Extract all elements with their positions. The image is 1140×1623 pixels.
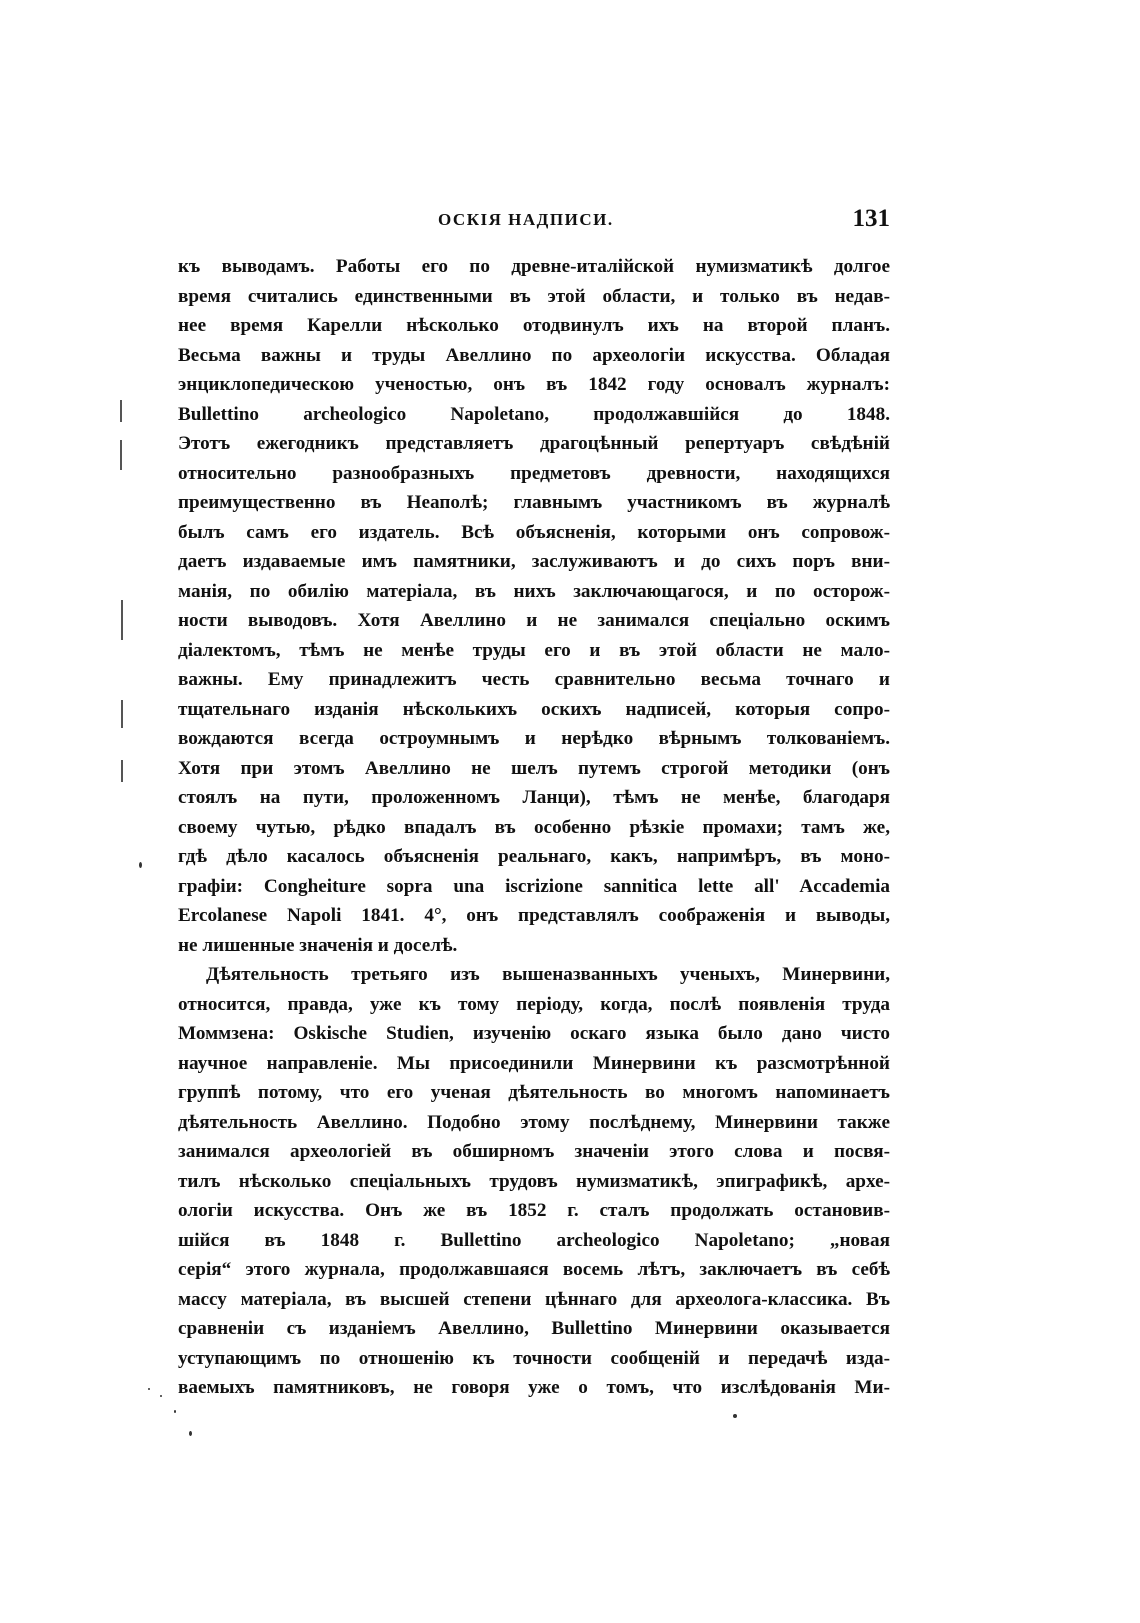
scan-artifact bbox=[121, 600, 123, 640]
text-line: время считались единственными въ этой области, и только въ недав- bbox=[178, 285, 890, 307]
text-line: уступающимъ по отношенію къ точности сообщеній и передачѣ изда- bbox=[178, 1347, 890, 1369]
text-line: сравненіи съ изданіемъ Авеллино, Bullettino Минервини оказывается bbox=[178, 1318, 890, 1339]
text-line: группѣ потому, что его ученая дѣятельность во многомъ напоминаетъ bbox=[178, 1082, 890, 1103]
text-line: нее время Карелли нѣсколько отодвинулъ ихъ на второй планъ. bbox=[178, 315, 890, 336]
paragraph-1 bbox=[178, 252, 890, 960]
scan-artifact bbox=[733, 1414, 737, 1418]
text-line: массу матеріала, въ высшей степени цѣннаго для археолога-классика. Въ bbox=[178, 1288, 890, 1310]
text-line: не лишенные значенія и доселѣ. bbox=[178, 934, 458, 956]
text-line: шійся въ 1848 г. Bullettino archeologico Napoletano; „новая bbox=[178, 1229, 890, 1251]
text-line: Весьма важны и труды Авеллино по археологіи искусства. Обладая bbox=[178, 344, 890, 366]
text-line: важны. Ему принадлежитъ честь сравнительно весьма точнаго и bbox=[178, 669, 890, 690]
text-line: манія, по обилію матеріала, въ нихъ заключающагося, и по осторож- bbox=[178, 580, 890, 602]
paragraph-2 bbox=[178, 960, 890, 1403]
scan-artifact bbox=[120, 440, 122, 470]
scan-artifact bbox=[174, 1410, 176, 1413]
text-line: діалектомъ, тѣмъ не менѣе труды его и въ этой области не мало- bbox=[178, 639, 890, 661]
scan-artifact bbox=[121, 700, 123, 728]
text-line: энциклопедическою ученостью, онъ въ 1842 году основалъ журналъ: bbox=[178, 374, 890, 395]
text-line: Моммзена: Oskische Studien, изученію оскаго языка было дано чисто bbox=[178, 1023, 890, 1044]
text-line: Ercolanese Napoli 1841. 4°, онъ представлялъ соображенія и выводы, bbox=[178, 905, 890, 926]
page-number: 131 bbox=[852, 205, 890, 232]
text-line: ности выводовъ. Хотя Авеллино и не занимался спеціально оскимъ bbox=[178, 610, 890, 631]
text-line: вождаются всегда остроумнымъ и нерѣдко вѣрнымъ толкованіемъ. bbox=[178, 728, 890, 749]
scan-artifact bbox=[160, 1395, 162, 1397]
running-head bbox=[178, 205, 890, 238]
text-line: Хотя при этомъ Авеллино не шелъ путемъ строгой методики (онъ bbox=[178, 757, 890, 779]
scan-artifact bbox=[189, 1431, 192, 1436]
running-title: ОСКІЯ НАДПИСИ. bbox=[438, 210, 614, 229]
text-line: относится, правда, уже къ тому періоду, когда, послѣ появленія труда bbox=[178, 993, 890, 1015]
text-line: своему чутью, рѣдко впадалъ въ особенно рѣзкіе промахи; тамъ же, bbox=[178, 816, 890, 838]
text-line: графіи: Congheiture sopra una iscrizione sannitica lette all' Accademia bbox=[178, 875, 890, 897]
text-line: дѣятельность Авеллино. Подобно этому послѣднему, Минервини также bbox=[178, 1111, 890, 1133]
text-line: Bullettino archeologico Napoletano, продолжавшійся до 1848. bbox=[178, 403, 890, 425]
text-line: научное направленіе. Мы присоединили Минервини къ разсмотрѣнной bbox=[178, 1052, 890, 1074]
text-line: тилъ нѣсколько спеціальныхъ трудовъ нумизматикѣ, эпиграфикѣ, архе- bbox=[178, 1170, 890, 1192]
text-line: былъ самъ его издатель. Всѣ объясненія, которыми онъ сопровож- bbox=[178, 521, 890, 543]
scan-artifact bbox=[139, 862, 142, 868]
text-line: Этотъ ежегодникъ представляетъ драгоцѣнный репертуаръ свѣдѣній bbox=[178, 433, 890, 454]
text-line: ваемыхъ памятниковъ, не говоря уже о томъ, что изслѣдованія Ми- bbox=[178, 1377, 890, 1398]
text-line: даетъ издаваемые имъ памятники, заслуживаютъ и до сихъ поръ вни- bbox=[178, 551, 890, 572]
text-line: гдѣ дѣло касалось объясненія реальнаго, какъ, напримѣръ, въ моно- bbox=[178, 846, 890, 867]
text-line: тщательнаго изданія нѣсколькихъ оскихъ надписей, которыя сопро- bbox=[178, 698, 890, 720]
scan-artifact bbox=[148, 1388, 150, 1390]
text-line: серія“ этого журнала, продолжавшаяся восемь лѣтъ, заключаетъ въ себѣ bbox=[178, 1259, 890, 1280]
text-line: занимался археологіей въ обширномъ значеніи этого слова и посвя- bbox=[178, 1141, 890, 1162]
text-line: относительно разнообразныхъ предметовъ древности, находящихся bbox=[178, 462, 890, 484]
text-line: ологіи искусства. Онъ же въ 1852 г. сталъ продолжать остановив- bbox=[178, 1200, 890, 1221]
scan-artifact bbox=[120, 400, 122, 422]
text-line: къ выводамъ. Работы его по древне-италійской нумизматикѣ долгое bbox=[178, 256, 890, 277]
text-line: преимущественно въ Неаполѣ; главнымъ участникомъ въ журналѣ bbox=[178, 492, 890, 513]
body-text bbox=[178, 252, 890, 1403]
text-line: Дѣятельность третьяго изъ вышеназванныхъ ученыхъ, Минервини, bbox=[206, 964, 890, 985]
scan-artifact bbox=[121, 760, 123, 782]
text-line: стоялъ на пути, проложенномъ Ланци), тѣмъ не менѣе, благодаря bbox=[178, 787, 890, 808]
